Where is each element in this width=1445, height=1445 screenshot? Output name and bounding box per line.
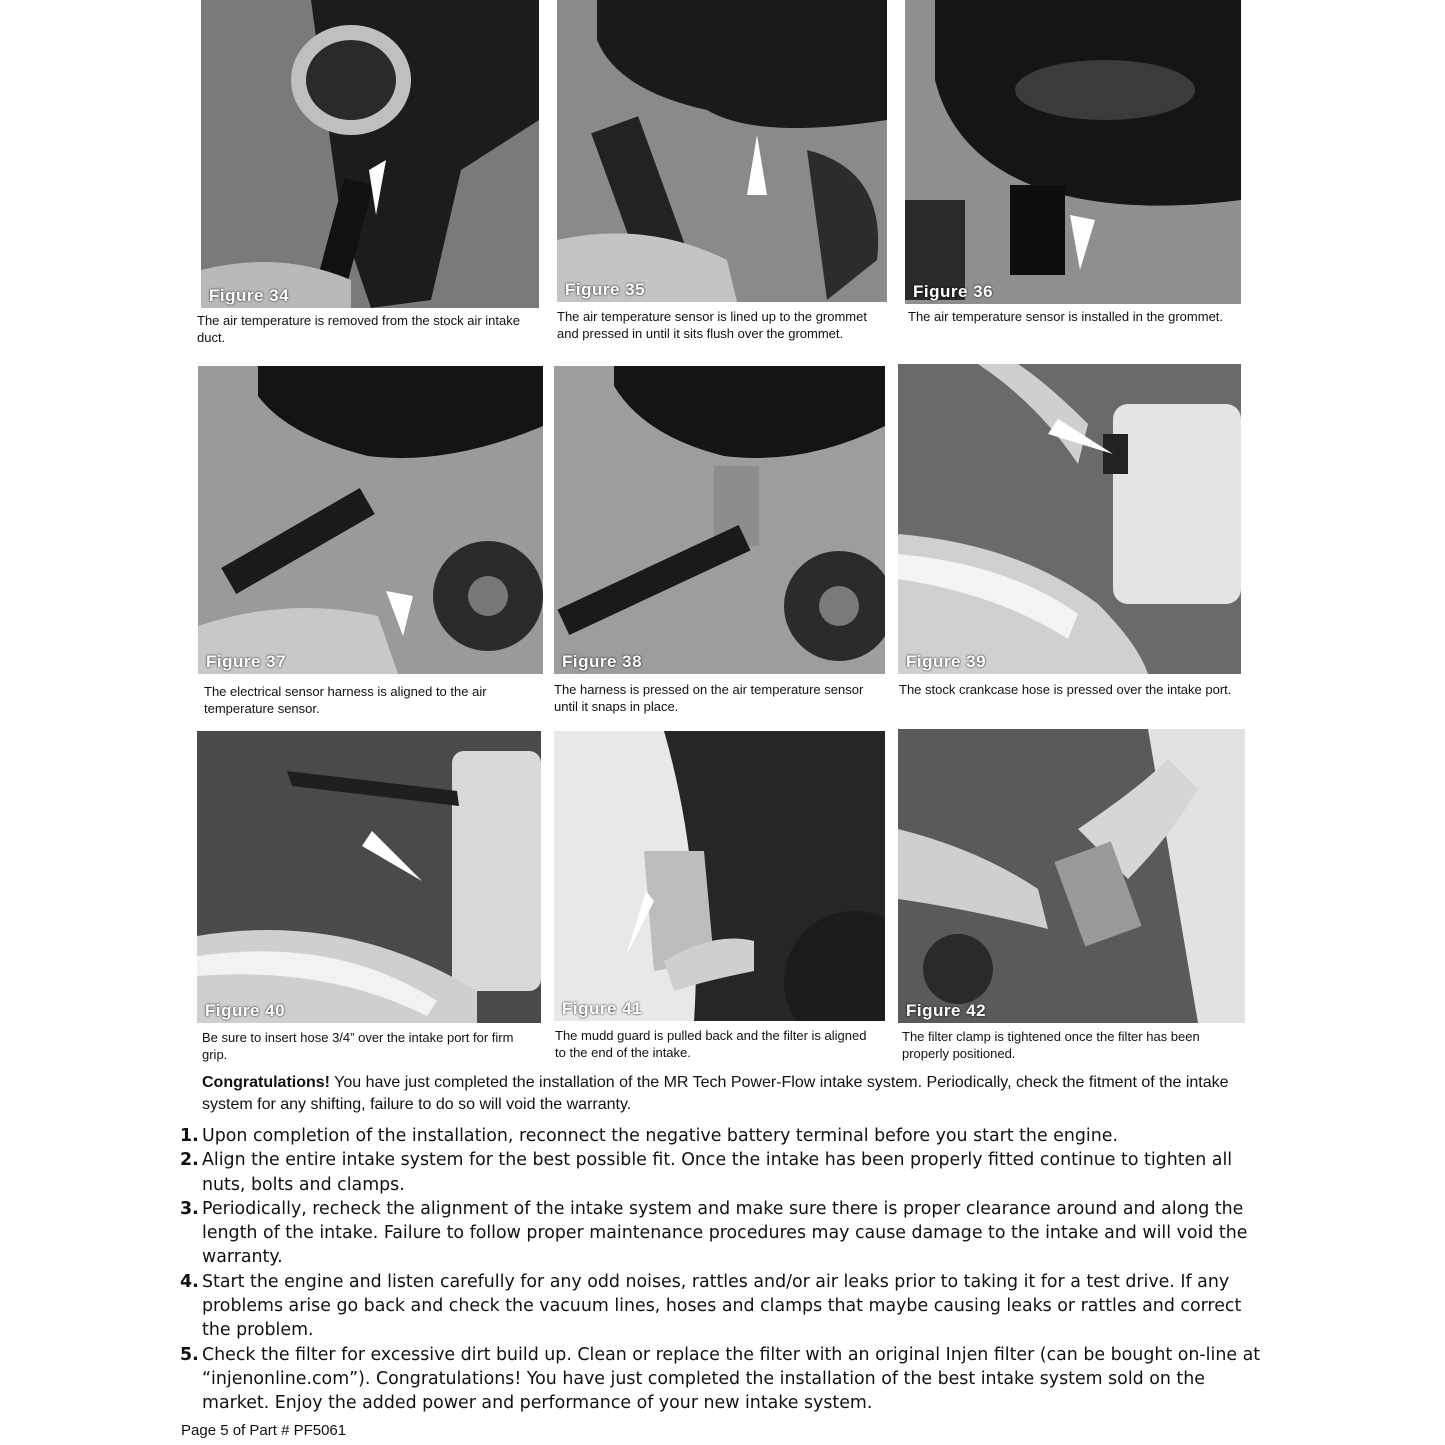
- list-item: [180, 1197, 1270, 1270]
- congratulations-text: You have just completed the installation of the MR Tech Power-Flow intake system. Periodically, check the fitment of the intake system for any shifting, failure to do so will void the warranty.: [202, 1074, 1229, 1113]
- figure-caption: The air temperature sensor is lined up to the grommet and pressed in until it sits flush over the grommet.: [557, 309, 867, 341]
- figure-caption: The air temperature sensor is installed in the grommet.: [908, 309, 1224, 324]
- list-item: [180, 1270, 1270, 1343]
- figure-41-photo: [554, 731, 885, 1021]
- figure-label: Figure 42: [906, 1001, 987, 1020]
- step-number: 2.: [180, 1150, 199, 1171]
- figure-caption: The air temperature is removed from the stock air intake duct.: [197, 313, 520, 345]
- figure-label: Figure 39: [906, 652, 987, 671]
- figure-caption: Be sure to insert hose 3/4” over the intake port for firm grip.: [202, 1030, 514, 1062]
- figure-caption: The electrical sensor harness is aligned to the air temperature sensor.: [204, 684, 487, 716]
- figure-label: Figure 35: [565, 280, 646, 299]
- step-text: Align the entire intake system for the best possible fit. Once the intake has been properly fitted continue to tighten all nuts, bolts and clamps.: [202, 1150, 1233, 1195]
- step-number: 5.: [180, 1344, 199, 1365]
- step-text: Periodically, recheck the alignment of the intake system and make sure there is proper clearance around and along the length of the intake. Failure to follow proper maintenance procedures may cause damage to the intake and will void the warranty.: [202, 1198, 1248, 1268]
- list-item: [180, 1124, 1270, 1148]
- photo-illustration: [198, 366, 543, 674]
- figure-label: Figure 36: [913, 282, 994, 301]
- photo-illustration: [898, 729, 1245, 1023]
- figure-label: Figure 34: [209, 286, 290, 305]
- photo-illustration: [197, 731, 541, 1023]
- step-number: 4.: [180, 1271, 199, 1292]
- step-text: Check the filter for excessive dirt build up. Clean or replace the filter with an original Injen filter (can be bought on-line at “injenonline.com”). Congratulations! You have just completed the installation of the best intake system sold on the market. Enjoy the added power and performance of your new intake system.: [202, 1344, 1261, 1414]
- photo-illustration: [557, 0, 887, 302]
- congratulations-paragraph: [202, 1072, 1242, 1116]
- figure-label: Figure 38: [562, 652, 643, 671]
- photo-illustration: [554, 731, 885, 1021]
- figure-caption: The harness is pressed on the air temperature sensor until it snaps in place.: [554, 682, 864, 714]
- step-number: 3.: [180, 1198, 199, 1219]
- figure-34-photo: [201, 0, 539, 308]
- step-text: Start the engine and listen carefully for any odd noises, rattles and/or air leaks prior to taking it for a test drive. If any problems arise go back and check the vacuum lines, hoses and clamps that maybe causing leaks or rattles and correct the problem.: [202, 1271, 1242, 1341]
- figure-38-photo: [554, 366, 885, 674]
- photo-illustration: [905, 0, 1241, 304]
- figure-36-photo: [905, 0, 1241, 304]
- figure-42-photo: [898, 729, 1245, 1023]
- photo-illustration: [201, 0, 539, 308]
- figure-label: Figure 37: [206, 652, 287, 671]
- figure-caption: The filter clamp is tightened once the filter has been properly positioned.: [902, 1029, 1200, 1061]
- figure-35-photo: [557, 0, 887, 302]
- figure-40-photo: [197, 731, 541, 1023]
- figure-37-photo: [198, 366, 543, 674]
- figure-caption: The mudd guard is pulled back and the filter is aligned to the end of the intake.: [555, 1028, 867, 1060]
- step-text: Upon completion of the installation, reconnect the negative battery terminal before you start the engine.: [202, 1126, 1119, 1146]
- figure-caption: The stock crankcase hose is pressed over the intake port.: [899, 682, 1232, 697]
- list-item: [180, 1343, 1270, 1416]
- photo-illustration: [554, 366, 885, 674]
- photo-illustration: [898, 364, 1241, 674]
- final-steps-list: [180, 1124, 1270, 1416]
- congratulations-lead: Congratulations!: [202, 1074, 330, 1091]
- figure-label: Figure 40: [205, 1001, 286, 1020]
- list-item: [180, 1148, 1270, 1197]
- figure-39-photo: [898, 364, 1241, 674]
- step-number: 1.: [180, 1126, 199, 1146]
- figure-label: Figure 41: [562, 999, 643, 1018]
- page-footer: Page 5 of Part # PF5061: [181, 1422, 347, 1439]
